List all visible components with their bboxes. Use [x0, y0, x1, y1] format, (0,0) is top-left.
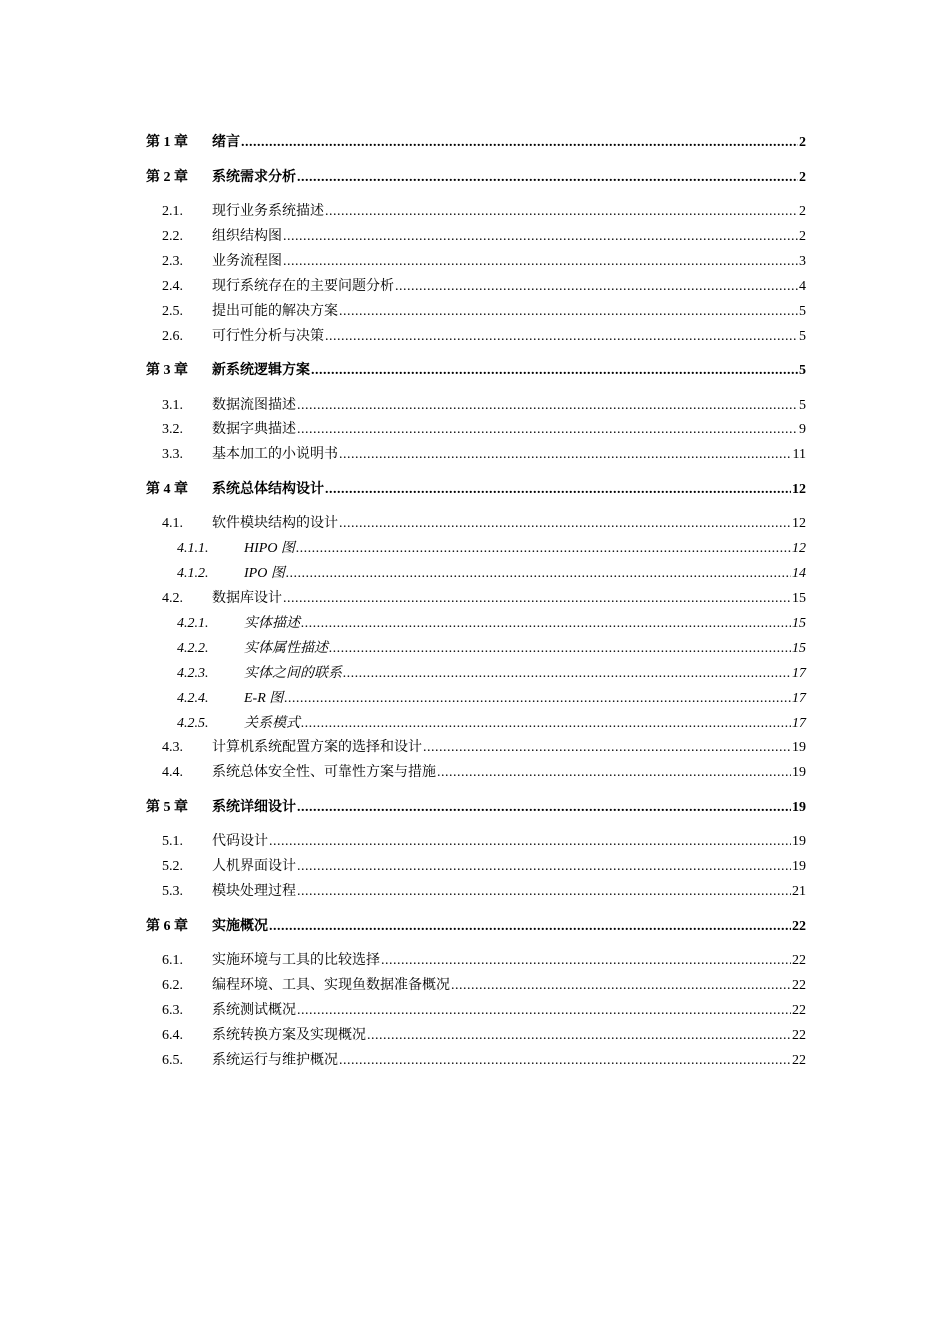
- toc-entry[interactable]: [146, 1052, 806, 1070]
- toc-dot-leader: [297, 397, 798, 415]
- toc-entry[interactable]: [146, 615, 806, 633]
- toc-entry-page-number: 5: [799, 363, 806, 378]
- toc-entry-number: 第 4 章: [146, 481, 188, 497]
- toc-entry-page-number: 19: [792, 859, 806, 875]
- toc-entry[interactable]: [146, 883, 806, 901]
- toc-dot-leader: [329, 640, 791, 658]
- toc-entry-page-number: 15: [792, 640, 806, 656]
- toc-entry-page-number: 19: [792, 834, 806, 850]
- toc-entry[interactable]: [146, 397, 806, 415]
- toc-dot-leader: [381, 952, 791, 970]
- toc-entry[interactable]: [146, 481, 806, 499]
- toc-entry-page-number: 17: [792, 690, 806, 706]
- toc-entry-number: 第 3 章: [146, 363, 188, 378]
- toc-entry-title: 提出可能的解决方案: [212, 303, 338, 319]
- toc-entry-number: 2.1.: [162, 204, 183, 219]
- toc-entry-page-number: 19: [792, 765, 806, 781]
- toc-entry-number: 4.1.1.: [177, 541, 209, 557]
- toc-entry-page-number: 15: [792, 615, 806, 631]
- toc-entry-title: IPO 图: [244, 566, 285, 582]
- toc-dot-leader: [325, 203, 798, 221]
- toc-entry-number: 2.4.: [162, 278, 183, 294]
- toc-entry-number: 4.2.2.: [177, 640, 209, 656]
- toc-entry-page-number: 21: [792, 884, 806, 900]
- toc-entry-number: 5.3.: [162, 884, 183, 900]
- toc-entry[interactable]: [146, 303, 806, 321]
- toc-dot-leader: [437, 764, 791, 782]
- toc-dot-leader: [284, 690, 791, 708]
- toc-entry-title: 实体描述: [244, 615, 300, 631]
- toc-entry[interactable]: [146, 715, 806, 733]
- toc-dot-leader: [286, 565, 791, 583]
- toc-entry-page-number: 3: [799, 253, 806, 269]
- toc-entry-title: 系统运行与维护概况: [212, 1052, 338, 1068]
- toc-entry-page-number: 15: [792, 591, 806, 606]
- toc-dot-leader: [296, 540, 791, 558]
- toc-entry-title: 组织结构图: [212, 228, 282, 244]
- toc-entry-number: 3.2.: [162, 422, 183, 438]
- toc-entry-title: 实体属性描述: [244, 640, 328, 656]
- toc-dot-leader: [297, 858, 791, 876]
- toc-dot-leader: [269, 918, 791, 936]
- toc-entry-page-number: 2: [799, 204, 806, 219]
- toc-entry-number: 6.2.: [162, 978, 183, 993]
- toc-entry[interactable]: [146, 739, 806, 757]
- toc-entry-number: 2.5.: [162, 303, 183, 319]
- toc-entry-page-number: 22: [792, 1027, 806, 1043]
- toc-entry-page-number: 2: [799, 135, 806, 150]
- toc-entry[interactable]: [146, 918, 806, 936]
- toc-entry-number: 5.2.: [162, 859, 183, 875]
- toc-entry[interactable]: [146, 690, 806, 708]
- toc-entry-number: 2.6.: [162, 328, 183, 344]
- toc-entry-number: 6.4.: [162, 1027, 183, 1043]
- toc-entry[interactable]: [146, 446, 806, 464]
- toc-entry-page-number: 12: [792, 541, 806, 557]
- toc-entry[interactable]: [146, 799, 806, 817]
- toc-entry-title: 实施环境与工具的比较选择: [212, 953, 380, 969]
- toc-entry-number: 4.4.: [162, 765, 183, 781]
- toc-entry-title: 系统测试概况: [212, 1002, 296, 1018]
- toc-dot-leader: [451, 977, 791, 995]
- toc-entry-title: 实施概况: [212, 918, 268, 934]
- toc-dot-leader: [297, 883, 791, 901]
- toc-entry-title: 编程环境、工具、实现鱼数据准备概况: [212, 978, 450, 993]
- toc-entry-title: 系统总体安全性、可靠性方案与措施: [212, 765, 436, 781]
- toc-entry-page-number: 19: [792, 740, 806, 756]
- toc-entry-page-number: 22: [792, 918, 806, 934]
- toc-entry[interactable]: [146, 764, 806, 782]
- toc-entry-title: 软件模块结构的设计: [212, 516, 338, 532]
- toc-entry-number: 第 5 章: [146, 799, 188, 815]
- toc-entry[interactable]: [146, 665, 806, 683]
- toc-entry[interactable]: [146, 515, 806, 533]
- toc-entry-number: 4.2.: [162, 591, 183, 606]
- toc-entry[interactable]: [146, 278, 806, 296]
- toc-entry[interactable]: [146, 253, 806, 271]
- toc-dot-leader: [301, 715, 791, 733]
- toc-dot-leader: [339, 446, 792, 464]
- toc-entry-title: 系统总体结构设计: [212, 481, 324, 497]
- toc-dot-leader: [343, 665, 791, 683]
- toc-entry-number: 6.1.: [162, 953, 183, 969]
- toc-entry-number: 5.1.: [162, 834, 183, 850]
- toc-entry-number: 第 2 章: [146, 169, 188, 185]
- toc-dot-leader: [423, 739, 791, 757]
- toc-entry-page-number: 2: [799, 169, 806, 185]
- toc-entry-page-number: 11: [792, 447, 806, 463]
- toc-entry-title: 绪言: [212, 135, 240, 150]
- toc-dot-leader: [283, 590, 791, 608]
- toc-entry-title: 系统详细设计: [212, 799, 296, 815]
- toc-entry-title: 关系模式: [244, 715, 300, 731]
- toc-entry-page-number: 5: [799, 328, 806, 344]
- toc-dot-leader: [339, 1052, 791, 1070]
- toc-dot-leader: [269, 833, 791, 851]
- toc-entry[interactable]: [146, 540, 806, 558]
- toc-entry[interactable]: [146, 640, 806, 658]
- toc-entry-title: 基本加工的小说明书: [212, 447, 338, 463]
- toc-entry[interactable]: [146, 228, 806, 246]
- toc-entry[interactable]: [146, 565, 806, 583]
- toc-entry-page-number: 4: [799, 278, 806, 294]
- toc-entry-page-number: 5: [799, 303, 806, 319]
- toc-entry-page-number: 22: [792, 953, 806, 969]
- toc-entry[interactable]: [146, 858, 806, 876]
- toc-dot-leader: [325, 481, 791, 499]
- toc-entry-number: 6.3.: [162, 1002, 183, 1018]
- toc-entry-page-number: 12: [792, 516, 806, 532]
- toc-entry-page-number: 22: [792, 1052, 806, 1068]
- toc-dot-leader: [297, 421, 798, 439]
- toc-entry-number: 4.1.2.: [177, 566, 209, 582]
- toc-entry-title: 现行业务系统描述: [212, 204, 324, 219]
- toc-entry-page-number: 2: [799, 228, 806, 244]
- toc-dot-leader: [367, 1027, 791, 1045]
- toc-entry[interactable]: [146, 1027, 806, 1045]
- toc-entry-title: HIPO 图: [244, 541, 295, 557]
- toc-dot-leader: [395, 278, 798, 296]
- toc-entry-title: 业务流程图: [212, 253, 282, 269]
- toc-entry[interactable]: [146, 328, 806, 346]
- toc-entry-number: 2.2.: [162, 228, 183, 244]
- toc-entry-page-number: 9: [799, 422, 806, 438]
- toc-entry-page-number: 12: [792, 481, 806, 497]
- toc-dot-leader: [241, 134, 798, 152]
- toc-entry-number: 4.2.4.: [177, 690, 209, 706]
- toc-entry-title: 计算机系统配置方案的选择和设计: [212, 740, 422, 756]
- toc-entry-title: 可行性分析与决策: [212, 328, 324, 344]
- toc-entry-number: 2.3.: [162, 253, 183, 269]
- toc-entry[interactable]: [146, 362, 806, 380]
- toc-entry-number: 6.5.: [162, 1052, 183, 1068]
- toc-entry[interactable]: [146, 421, 806, 439]
- toc-entry-title: E-R 图: [244, 690, 284, 706]
- toc-entry-number: 4.1.: [162, 516, 183, 532]
- toc-entry-title: 数据库设计: [212, 591, 282, 606]
- toc-entry-number: 第 6 章: [146, 918, 188, 934]
- toc-entry-title: 人机界面设计: [212, 859, 296, 875]
- toc-entry-title: 系统转换方案及实现概况: [212, 1027, 366, 1043]
- toc-entry[interactable]: [146, 952, 806, 970]
- toc-entry-title: 数据流图描述: [212, 397, 296, 413]
- toc-entry-page-number: 14: [792, 566, 806, 582]
- toc-entry-title: 系统需求分析: [212, 169, 296, 185]
- toc-entry-title: 模块处理过程: [212, 884, 296, 900]
- toc-entry-number: 4.3.: [162, 740, 183, 756]
- toc-dot-leader: [311, 362, 798, 380]
- toc-entry-number: 4.2.5.: [177, 715, 209, 731]
- toc-entry-page-number: 5: [799, 397, 806, 413]
- toc-dot-leader: [297, 169, 798, 187]
- toc-entry-title: 数据字典描述: [212, 422, 296, 438]
- toc-entry-number: 3.3.: [162, 447, 183, 463]
- toc-dot-leader: [283, 253, 798, 271]
- toc-entry[interactable]: [146, 590, 806, 608]
- toc-entry[interactable]: [146, 203, 806, 221]
- toc-entry-title: 实体之间的联系: [244, 665, 342, 681]
- toc-entry-number: 4.2.1.: [177, 615, 209, 631]
- toc-dot-leader: [297, 799, 791, 817]
- toc-entry-page-number: 17: [792, 715, 806, 731]
- toc-entry-title: 新系统逻辑方案: [212, 363, 310, 378]
- toc-entry[interactable]: [146, 833, 806, 851]
- toc-dot-leader: [339, 303, 798, 321]
- toc-entry[interactable]: [146, 1002, 806, 1020]
- toc-entry-number: 3.1.: [162, 397, 183, 413]
- toc-entry-title: 代码设计: [212, 834, 268, 850]
- toc-entry[interactable]: [146, 169, 806, 187]
- toc-entry-page-number: 19: [792, 799, 806, 815]
- toc-entry-number: 4.2.3.: [177, 665, 209, 681]
- toc-entry[interactable]: [146, 977, 806, 995]
- toc-entry-page-number: 17: [792, 665, 806, 681]
- toc-entry-page-number: 22: [792, 978, 806, 993]
- toc-dot-leader: [297, 1002, 791, 1020]
- toc-entry[interactable]: [146, 134, 806, 152]
- toc-entry-number: 第 1 章: [146, 135, 188, 150]
- toc-entry-title: 现行系统存在的主要问题分析: [212, 278, 394, 294]
- toc-dot-leader: [325, 328, 798, 346]
- toc-dot-leader: [301, 615, 791, 633]
- toc-dot-leader: [339, 515, 791, 533]
- toc-dot-leader: [283, 228, 798, 246]
- toc-entry-page-number: 22: [792, 1002, 806, 1018]
